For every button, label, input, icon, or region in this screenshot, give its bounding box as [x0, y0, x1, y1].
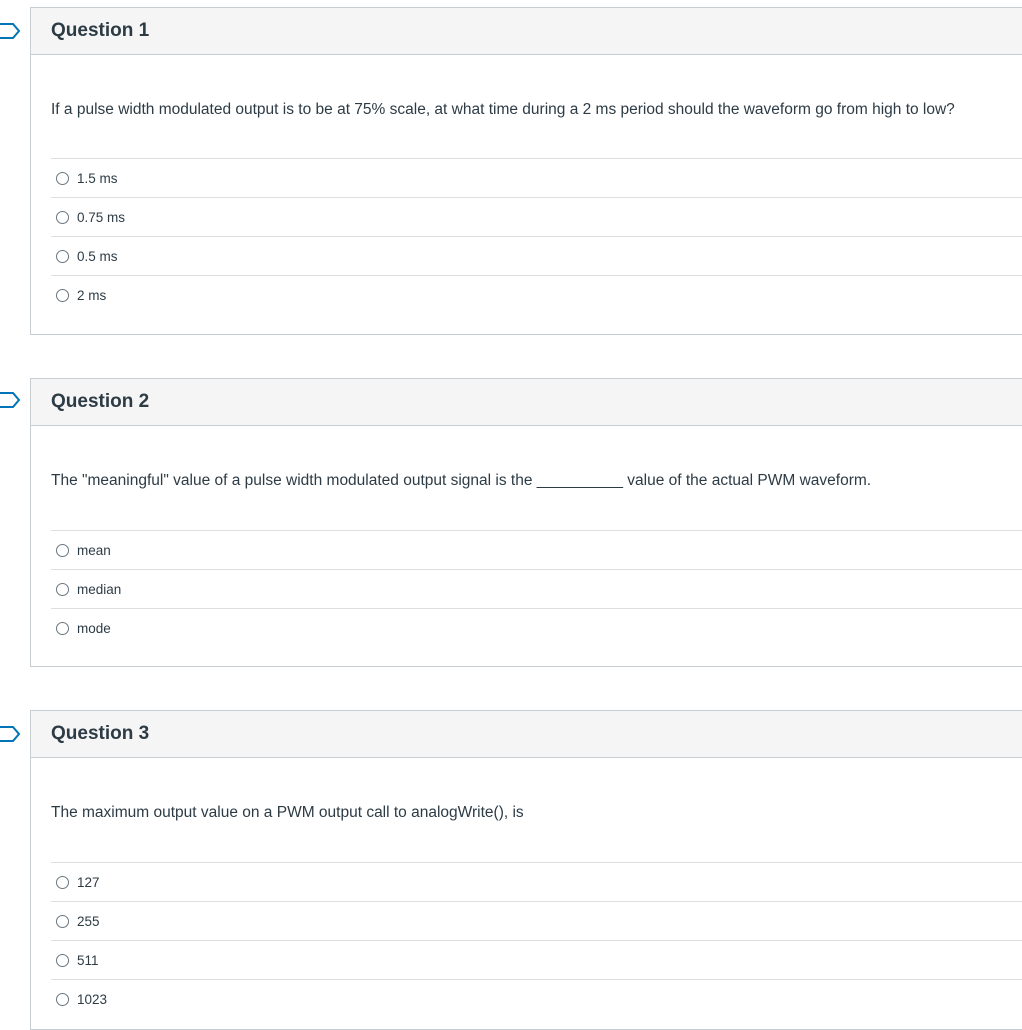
flag-question-1-icon[interactable] — [0, 22, 22, 40]
question-1 — [30, 7, 1022, 335]
radio-button[interactable] — [56, 993, 69, 1006]
question-2 — [30, 378, 1022, 667]
answer-label: median — [77, 581, 122, 597]
answer-label: 0.5 ms — [77, 248, 118, 264]
question-header — [31, 8, 1022, 55]
radio-button[interactable] — [56, 954, 69, 967]
answer-label: 511 — [77, 952, 99, 968]
answer-option[interactable] — [51, 158, 1022, 197]
question-header — [31, 379, 1022, 426]
question-text: The maximum output value on a PWM output call to analogWrite(), is — [51, 804, 524, 821]
answer-label: 0.75 ms — [77, 209, 126, 225]
flag-question-2-icon[interactable] — [0, 391, 22, 409]
question-3 — [30, 710, 1022, 1030]
answer-label: 2 ms — [77, 287, 107, 303]
question-header — [31, 711, 1022, 758]
answer-option[interactable] — [51, 608, 1022, 647]
answer-option[interactable] — [51, 275, 1022, 314]
answer-option[interactable] — [51, 530, 1022, 569]
answer-label: 1023 — [77, 991, 108, 1007]
radio-button[interactable] — [56, 915, 69, 928]
question-title: Question 2 — [51, 391, 150, 412]
answer-option[interactable] — [51, 940, 1022, 979]
answer-label: 255 — [77, 913, 100, 929]
radio-button[interactable] — [56, 622, 69, 635]
answer-option[interactable] — [51, 979, 1022, 1018]
answer-list — [51, 158, 1022, 314]
answer-label: 127 — [77, 874, 100, 890]
answer-list — [51, 862, 1022, 1018]
question-title: Question 1 — [51, 20, 150, 41]
radio-button[interactable] — [56, 876, 69, 889]
answer-option[interactable] — [51, 569, 1022, 608]
radio-button[interactable] — [56, 544, 69, 557]
radio-button[interactable] — [56, 250, 69, 263]
question-text: The "meaningful" value of a pulse width modulated output signal is the __________ value of the actual PWM waveform. — [51, 472, 872, 489]
answer-list — [51, 530, 1022, 647]
answer-option[interactable] — [51, 901, 1022, 940]
question-text: If a pulse width modulated output is to be at 75% scale, at what time during a 2 ms period should the waveform go from high to low? — [51, 101, 955, 118]
radio-button[interactable] — [56, 289, 69, 302]
radio-button[interactable] — [56, 583, 69, 596]
flag-question-3-icon[interactable] — [0, 725, 22, 743]
radio-button[interactable] — [56, 211, 69, 224]
answer-option[interactable] — [51, 862, 1022, 901]
question-title: Question 3 — [51, 723, 150, 744]
answer-option[interactable] — [51, 197, 1022, 236]
answer-label: 1.5 ms — [77, 170, 118, 186]
answer-label: mean — [77, 542, 111, 558]
answer-option[interactable] — [51, 236, 1022, 275]
radio-button[interactable] — [56, 172, 69, 185]
answer-label: mode — [77, 620, 111, 636]
